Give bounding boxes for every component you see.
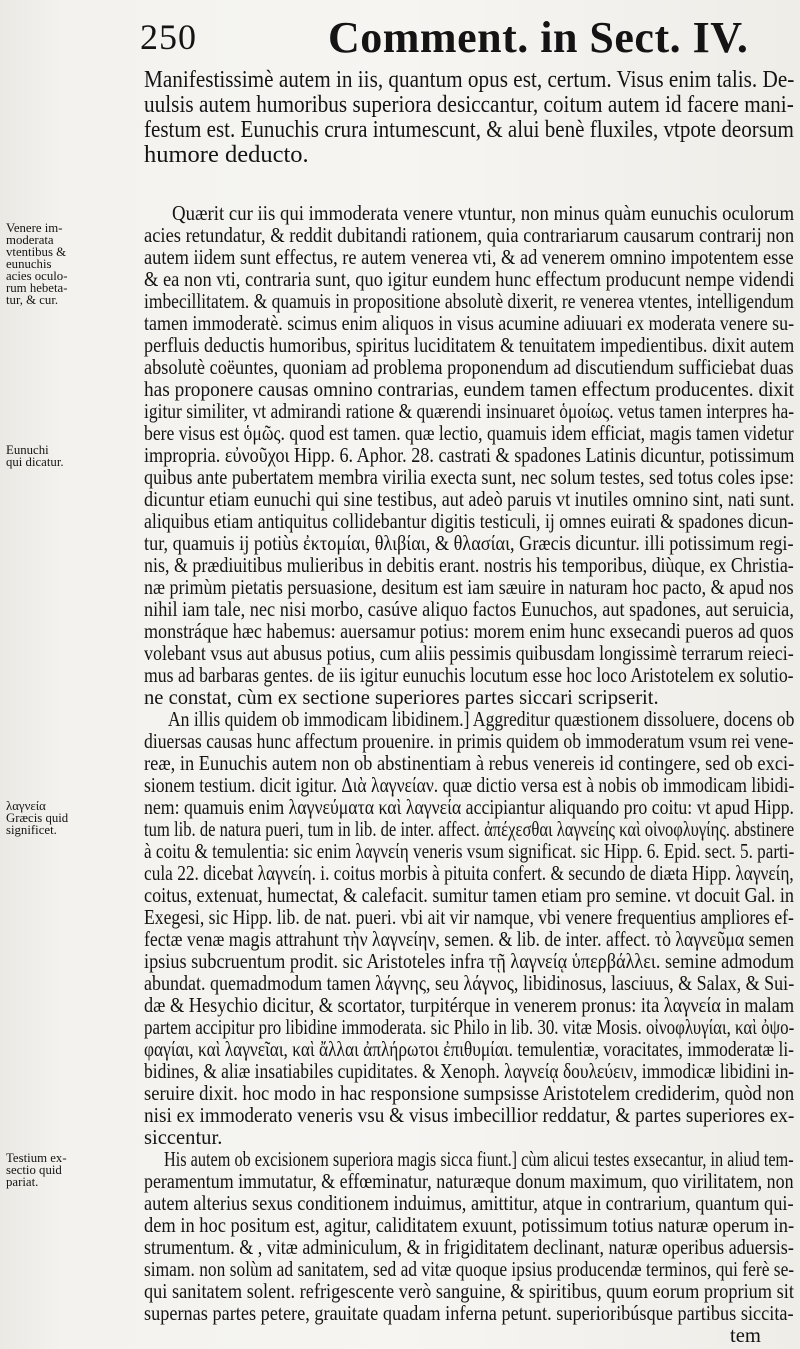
text-line: igitur similiter, vt admirandi ratione & quærendi insinuaret ὁμοίως. vetus tamen interpres ha- <box>144 401 795 423</box>
text-line: nisi ex immoderato veneris vsu & visus imbecillior reddatur, & partes superiores ex- <box>144 1105 795 1127</box>
margin-note-line: vtentibus & <box>6 245 67 259</box>
text-line: festum est. Eunuchis crura intumescunt, & alui benè fluxiles, vtpote deorsum <box>144 116 794 143</box>
text-line: monstráque hæc habemus: auersamur potius: morem enim hunc exsecandi pueros ad quos <box>144 621 794 643</box>
text-line: tamen immoderatè. scimus enim aliquos in visus acumine adiuuari ex moderata venere su- <box>144 313 795 335</box>
text-line: qui sanitatem solent. refrigescente verò sanguine, & spiritibus, quum eorum proprium sit <box>144 1281 794 1303</box>
margin-note-line: Eunuchi <box>6 443 49 457</box>
text-line: tem <box>730 1325 761 1347</box>
text-line: fectæ venæ magis attrahunt τὴν λαγνείην, semen. & lib. de inter. affect. τὸ λαγνεῦμα semen <box>144 929 795 951</box>
text-line: supernas partes petere, grauitate quadam inferna petunt. superioribúsque partibus siccita- <box>144 1303 794 1325</box>
text-line: abundat. quemadmodum tamen λάγνης, seu λάγνος, libidinosus, lasciuus, & Salax, & Sui- <box>144 973 795 995</box>
text-line: ne constat, cùm ex sectione superiores partes siccari scripserit. <box>144 687 659 709</box>
text-line: cula 22. dicebat λαγνείη. i. coitus morbis à pituita confert. & secundo de diæta Hipp. λαγνείη, <box>144 863 794 885</box>
text-line: acies retundatur, & reddit dubitandi rationem, quia contrariarum causarum contrarij non <box>144 225 795 247</box>
margin-note-line: qui dicatur. <box>6 455 64 469</box>
text-line: uulsis autem humoribus superiora desiccantur, coitum autem id facere mani- <box>144 91 794 118</box>
text-line: nem: quamuis enim λαγνεύματα καὶ λαγνεία accipiantur aliquando pro coitu: vt apud Hipp. <box>144 797 794 819</box>
text-line: Quærit cur iis qui immoderata venere vtuntur, non minus quàm eunuchis oculorum <box>172 203 795 225</box>
text-line: bere visus est ὁμῶς. quod est tamen. quæ lectio, quamuis idem efficiat, magis tamen videtur <box>144 423 794 445</box>
page-header <box>140 6 790 66</box>
text-line: peramentum immutatur, & effœminatur, naturæque donum maximum, quo virilitatem, non <box>144 1171 794 1193</box>
text-line: autem alterius sexus conditionem induimus, amittitur, atque in contrarium, quantum qui- <box>144 1193 794 1215</box>
margin-note-line: Testium ex- <box>6 1151 67 1165</box>
text-line: tum lib. de natura pueri, tum in lib. de inter. affect. ἀπέχεσθαι λαγνείης καὶ οἰνοφλυγίης. abstinere <box>144 819 795 841</box>
margin-note-line: sectio quid <box>6 1163 62 1177</box>
text-line: à coitu & temulentia: sic enim λαγνείη veneris vsum significat. sic Hipp. 6. Epid. sect. 5. parti- <box>144 841 795 863</box>
text-line: φαγίαι, καὶ λαγνεῖαι, καὶ ἄλλαι ἀπλήρωτοι ἐπιθυμίαι. temulentiæ, voracitates, immoderatæ li- <box>144 1039 794 1061</box>
text-line: imbecillitatem. & quamuis in propositione absolutè dixerit, re venerea vtentes, intelligendum <box>144 291 794 313</box>
text-line: perfluis deductis humoribus, spiritus luciditatem & tenuitatem impedientibus. dixit autem <box>144 335 795 357</box>
text-line: sionem testium. dicit igitur. Διὰ λαγνείαν. quæ dictio versa est à nobis ob immodicam libidi- <box>144 775 795 797</box>
text-line: dicuntur etiam eunuchi qui sine testibus, aut adeò paruis vt inutiles omnino sint, nati sunt. <box>144 489 795 511</box>
margin-note-line: λαγνεία <box>6 799 46 813</box>
text-line: dæ & Hesychio dicitur, & scortator, turpitérque in venerem pronus: ita λαγνεία in malam <box>144 995 795 1017</box>
text-line: næ primùm pietatis persuasione, desitum est iam sæuire in naturam hoc pacto, & apud nos <box>144 577 794 599</box>
text-line: strumentum. & , vitæ adminiculum, & in frigiditatem declinant, naturæ operibus aduersis- <box>144 1237 794 1259</box>
text-line: Exegesi, sic Hipp. lib. de nat. pueri. vbi ait vir namque, vbi venere frequentius ampliores ef- <box>144 907 794 929</box>
text-line: nihil iam tale, nec nisi morbo, casúve aliquo factos Eunuchos, aut spadones, aut seruicia, <box>144 599 794 621</box>
margin-note-line: tur, & cur. <box>6 293 59 307</box>
margin-note-line: pariat. <box>6 1175 39 1189</box>
running-head: Comment. in Sect. IV. <box>328 13 749 62</box>
text-line: has proponere causas omnino contrarias, eundem tamen effectum producentes. dixit <box>144 379 794 401</box>
margin-note-line: significet. <box>6 823 57 837</box>
text-line: humore deducto. <box>144 141 309 168</box>
text-line: bidines, & aliæ insatiabiles cupiditates. & Xenoph. λαγνείᾳ δουλεύειν, immodicæ libidini in- <box>144 1061 795 1083</box>
text-line: nis, & prædiuitibus mulieribus in debitis erant. nostris his temporibus, diùque, ex Christia- <box>144 555 794 577</box>
text-line: reæ, in Eunuchis autem non ob abstinentiam à rebus venereis id contingere, sed ob exci- <box>144 753 795 775</box>
text-line: ipsius subcruentum prodit. sic Aristoteles infra τῇ λαγνείᾳ ὑπερβάλλει. semine admodum <box>144 951 795 973</box>
text-line: absolutè coëuntes, quoniam ad problema proponendum ad discutiendum sufficiebat duas <box>144 357 794 379</box>
page-number: 250 <box>140 17 197 57</box>
text-line: coitus, extenuat, humectat, & calefacit. sumitur tamen etiam pro semine. vt docuit Gal. in <box>144 885 795 907</box>
text-line: His autem ob excisionem superiora magis sicca fiunt.] cùm alicui testes exsecantur, in aliud tem- <box>164 1149 794 1171</box>
margin-note-line: acies oculo- <box>6 269 68 283</box>
text-line: An illis quidem ob immodicam libidinem.] Aggreditur quæstionem dissoluere, docens ob <box>168 709 795 731</box>
text-line: Manifestissimè autem in iis, quantum opus est, certum. Visus enim talis. De- <box>144 66 795 93</box>
text-line: partem accipitur pro libidine immoderata. sic Philo in lib. 30. vitæ Mosis. οἰνοφλυγίαι, καὶ ὀψο- <box>144 1017 795 1039</box>
text-line: volebant vsus aut abusus potius, cum aliis pessimis quibusdam longissimè terrarum reieci- <box>144 643 794 665</box>
text-line: siccentur. <box>144 1127 223 1149</box>
text-line: aliquibus etiam antiquitus collidebantur digitis testiculi, ij omnes euirati & spadones dicun- <box>144 511 794 533</box>
margin-note-line: moderata <box>6 233 54 247</box>
margin-note-line: Græcis quid <box>6 811 69 825</box>
margin-note-line: rum hebeta- <box>6 281 68 295</box>
text-line: & ea non vti, contraria sunt, quo igitur eundem hunc effectum producunt nempe videndi <box>144 269 795 291</box>
text-line: tur, quamuis ij potiùs ἐκτομίαι, θλιβίαι, & θλασίαι, Græcis dicuntur. illi potissimum regi- <box>144 533 794 555</box>
text-line: simam. non solùm ad sanitatem, sed ad vitæ quoque ipsius producendæ terminos, qui ferè se- <box>144 1259 795 1281</box>
text-line: seruire dixit. hoc modo in hac responsione sumpsisse Aristotelem crediderim, quòd non <box>144 1083 795 1105</box>
margin-note-line: eunuchis <box>6 257 52 271</box>
text-line: diuersas causas hunc affectum prouenire. in primis quidem ob immoderatum vsum rei vene- <box>144 731 794 753</box>
margin-note-line: Venere im- <box>6 221 63 235</box>
text-line: autem iidem sunt effectus, re autem venerea vti, & ad venerem omnino impotentem esse <box>144 247 794 269</box>
text-line: impropria. εὐνοῦχοι Hipp. 6. Aphor. 28. castrati & spadones Latinis dicuntur, potissimum <box>144 445 795 467</box>
text-line: quibus ante pubertatem membra virilia execta sunt, nec solum testes, sed totus coles ipse: <box>144 467 795 489</box>
text-line: dem in hoc positum est, agitur, caliditatem exuunt, potissimum totius naturæ operum in- <box>144 1215 795 1237</box>
text-line: mus ad barbaras gentes. de iis igitur eunuchis locutum esse hoc loco Aristotelem ex solutio- <box>144 665 794 687</box>
